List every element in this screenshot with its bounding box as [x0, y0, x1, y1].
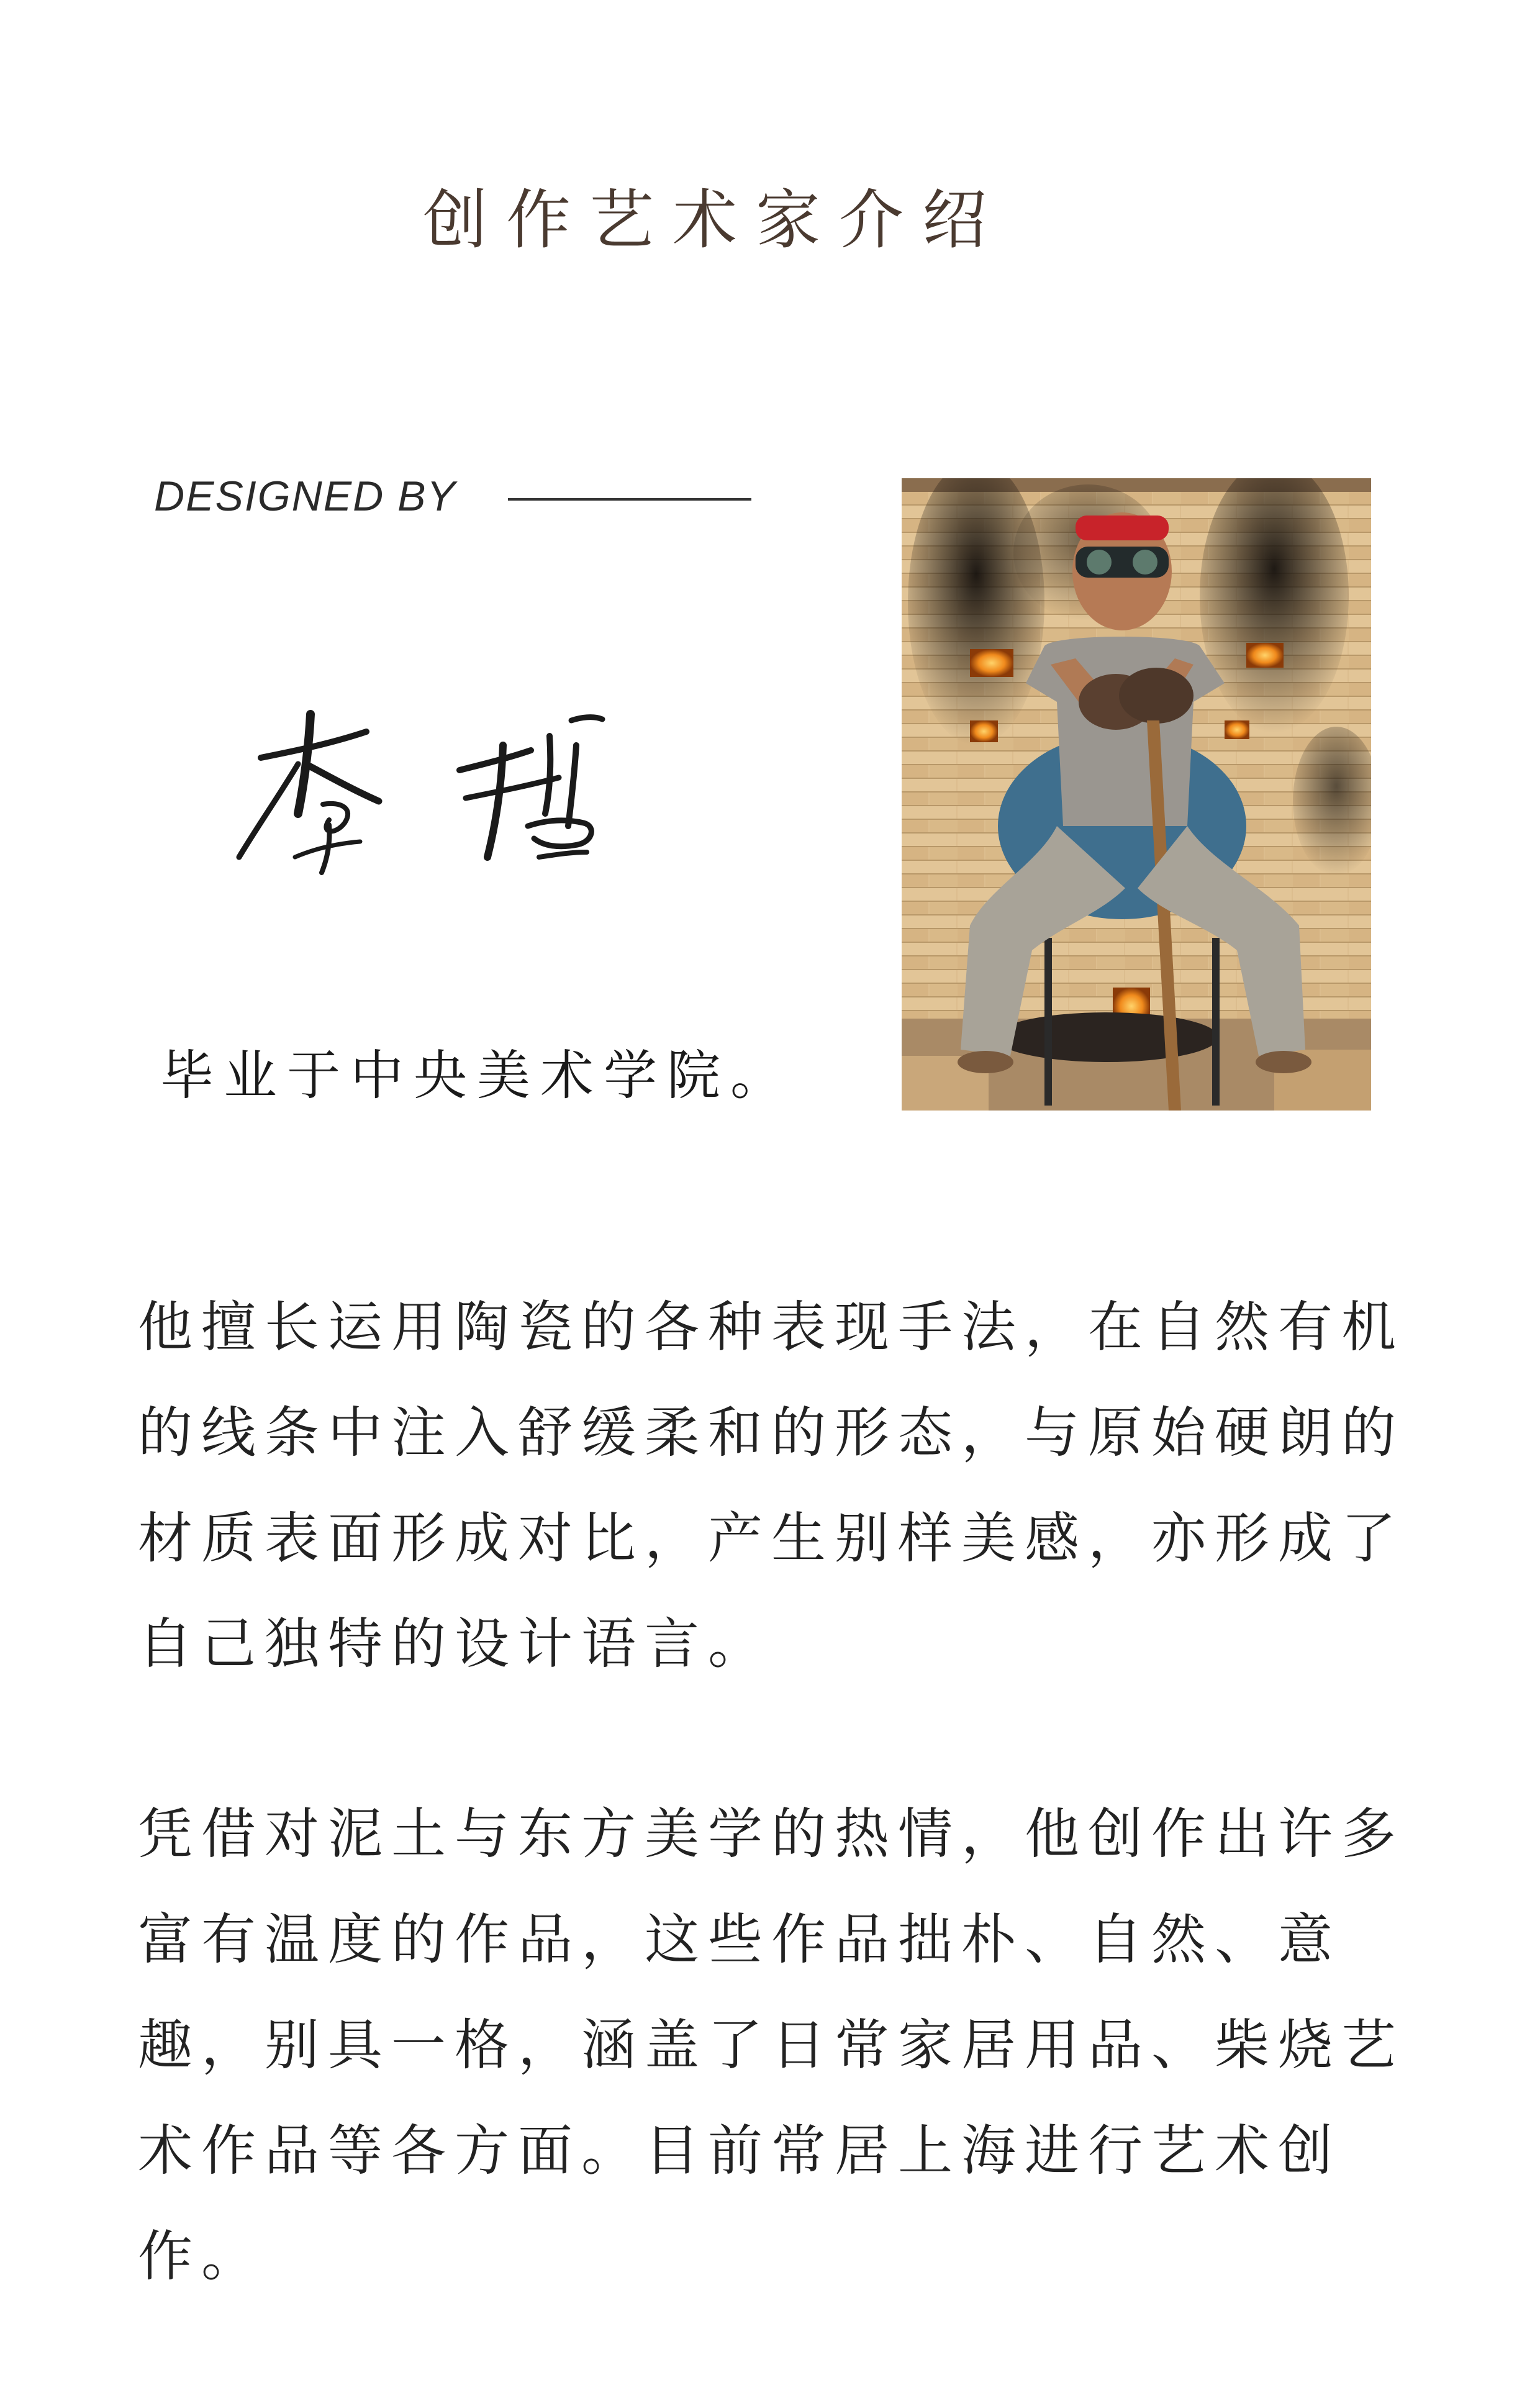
artist-intro: 毕业于中央美术学院。 [160, 1045, 794, 1107]
designed-by-label: DESIGNED BY [154, 473, 456, 520]
artist-photo [902, 478, 1371, 1111]
bio-paragraph-1: 他擅长运用陶瓷的各种表现手法，在自然有机的线条中注入舒缓柔和的形态，与原始硬朗的材质表面形成对比，产生别样美感，亦形成了自己独特的设计语言。 [138, 1295, 1405, 1676]
signature-icon [236, 671, 683, 882]
designed-by-divider [508, 498, 751, 501]
page-title: 创作艺术家介绍 [422, 182, 1005, 258]
bio-paragraph-2: 凭借对泥土与东方美学的热情，他创作出许多富有温度的作品，这些作品拙朴、自然、意趣，别具一格，涵盖了日常家居用品、柴烧艺术作品等各方面。目前常居上海进行艺术创作。 [138, 1802, 1405, 2288]
